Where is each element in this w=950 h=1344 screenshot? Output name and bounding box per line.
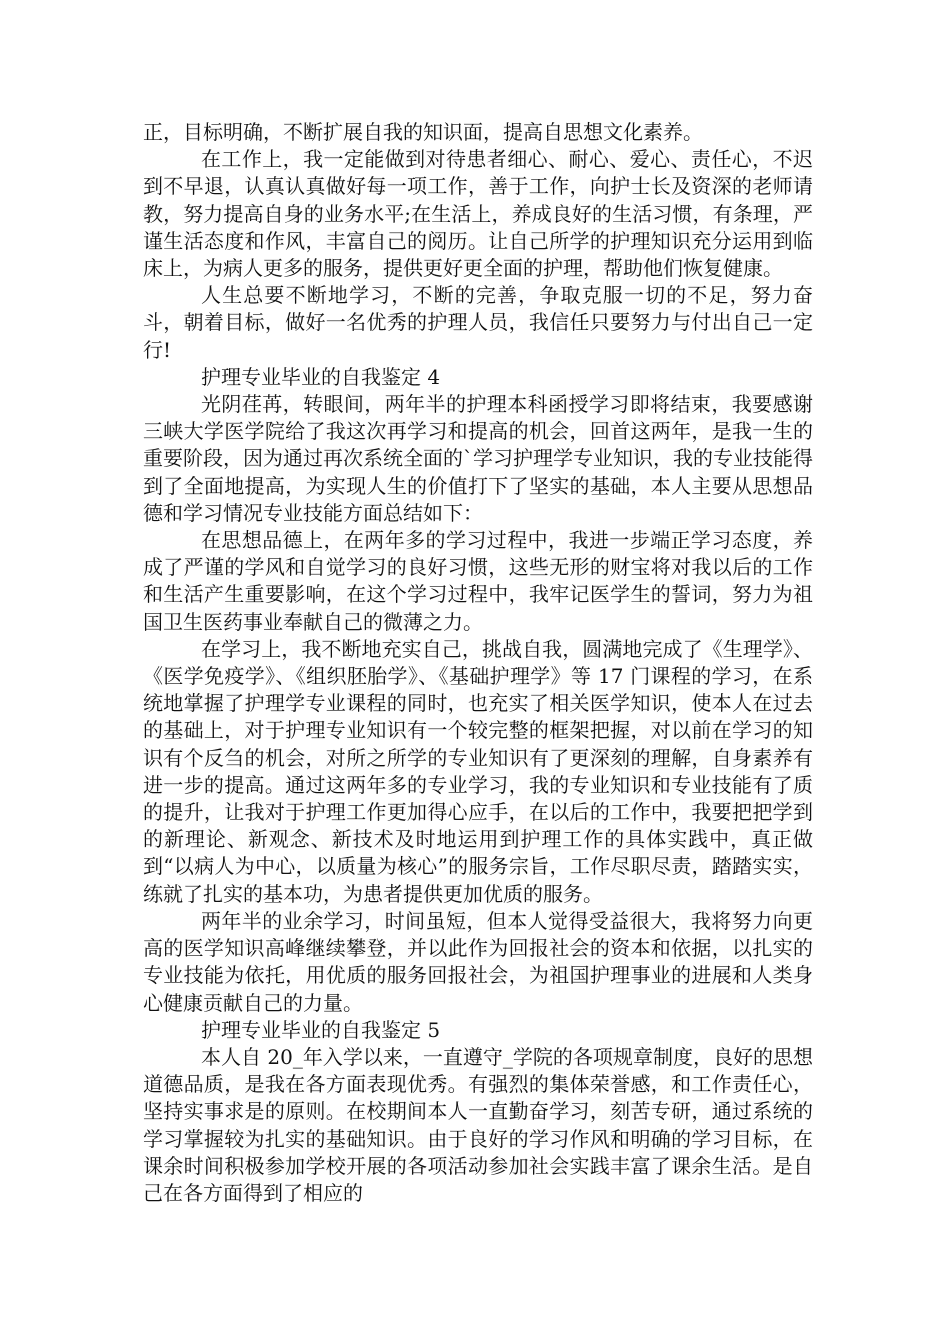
paragraph-continuation: 正，目标明确，不断扩展自我的知识面，提高自思想文化素养。: [143, 120, 703, 144]
document-page: [143, 119, 813, 1207]
paragraph-conclusion-4: 两年半的业余学习，时间虽短，但本人觉得受益很大，我将努力向更高的医学知识高峰继续攀登，并以此作为回报社会的资本和依据，以扎实的专业技能为依托，用优质的服务回报社会，为祖国护理事业的进展和人类身心健康贡献自己的力量。: [143, 908, 813, 1015]
paragraph-study: 在学习上，我不断地充实自己，挑战自我，圆满地完成了《生理学》、《医学免疫学》、《组织胚胎学》、《基础护理学》等 17 门课程的学习，在系统地掌握了护理学专业课程的同时，也充实了相关医学知识，使本人在过去的基础上，对于护理专业知识有一个较完整的框架把握，对以前在学习的知识有个反刍的机会，对所之所学的专业知识有了更深刻的理解，自身素养有进一步的提高。通过这两年多的专业学习，我的专业知识和专业技能有了质的提升，让我对于护理工作更加得心应手，在以后的工作中，我要把把学到的新理论、新观念、新技术及时地运用到护理工作的具体实践中，真正做到“以病人为中心，以质量为核心”的服务宗旨，工作尽职尽责，踏踏实实，练就了扎实的基本功，为患者提供更加优质的服务。: [143, 636, 813, 906]
paragraph-intro-5: 本人自 20_年入学以来，一直遵守_学院的各项规章制度，良好的思想道德品质，是我在各方面表现优秀。有强烈的集体荣誉感，和工作责任心，坚持实事求是的原则。在校期间本人一直勤奋学习，刻苦专研，通过系统的学习掌握较为扎实的基础知识。由于良好的学习作风和明确的学习目标，在课余时间积极参加学校开展的各项活动参加社会实践丰富了课余生活。是自己在各方面得到了相应的: [143, 1044, 813, 1205]
paragraph-moral-character: 在思想品德上，在两年多的学习过程中，我进一步端正学习态度，养成了严谨的学风和自觉学习的良好习惯，这些无形的财宝将对我以后的工作和生活产生重要影响，在这个学习过程中，我牢记医学生的誓词，努力为祖国卫生医药事业奉献自己的微薄之力。: [143, 528, 813, 634]
paragraph-life-learning: 人生总要不断地学习，不断的完善，争取克服一切的不足，努力奋斗，朝着目标，做好一名优秀的护理人员，我信任只要努力与付出自己一定行!: [143, 283, 813, 362]
section-heading-5: 护理专业毕业的自我鉴定 5: [201, 1017, 441, 1042]
paragraph-work-attitude: 在工作上，我一定能做到对待患者细心、耐心、爱心、责任心，不迟到不早退，认真认真做好每一项工作，善于工作，向护士长及资深的老师请教，努力提高自身的业务水平;在生活上，养成良好的生活习惯，有条理，严谨生活态度和作风，丰富自己的阅历。让自己所学的护理知识充分运用到临床上，为病人更多的服务，提供更好更全面的护理，帮助他们恢复健康。: [143, 147, 813, 281]
section-heading-4: 护理专业毕业的自我鉴定 4: [201, 364, 441, 389]
paragraph-intro-4: 光阴荏苒，转眼间，两年半的护理本科函授学习即将结束，我要感谢三峡大学医学院给了我这次再学习和提高的机会，回首这两年，是我一生的重要阶段，因为通过再次系统全面的`学习护理学专业知识，我的专业技能得到了全面地提高，为实现人生的价值打下了坚实的基础，本人主要从思想品德和学习情况专业技能方面总结如下：: [143, 392, 813, 525]
